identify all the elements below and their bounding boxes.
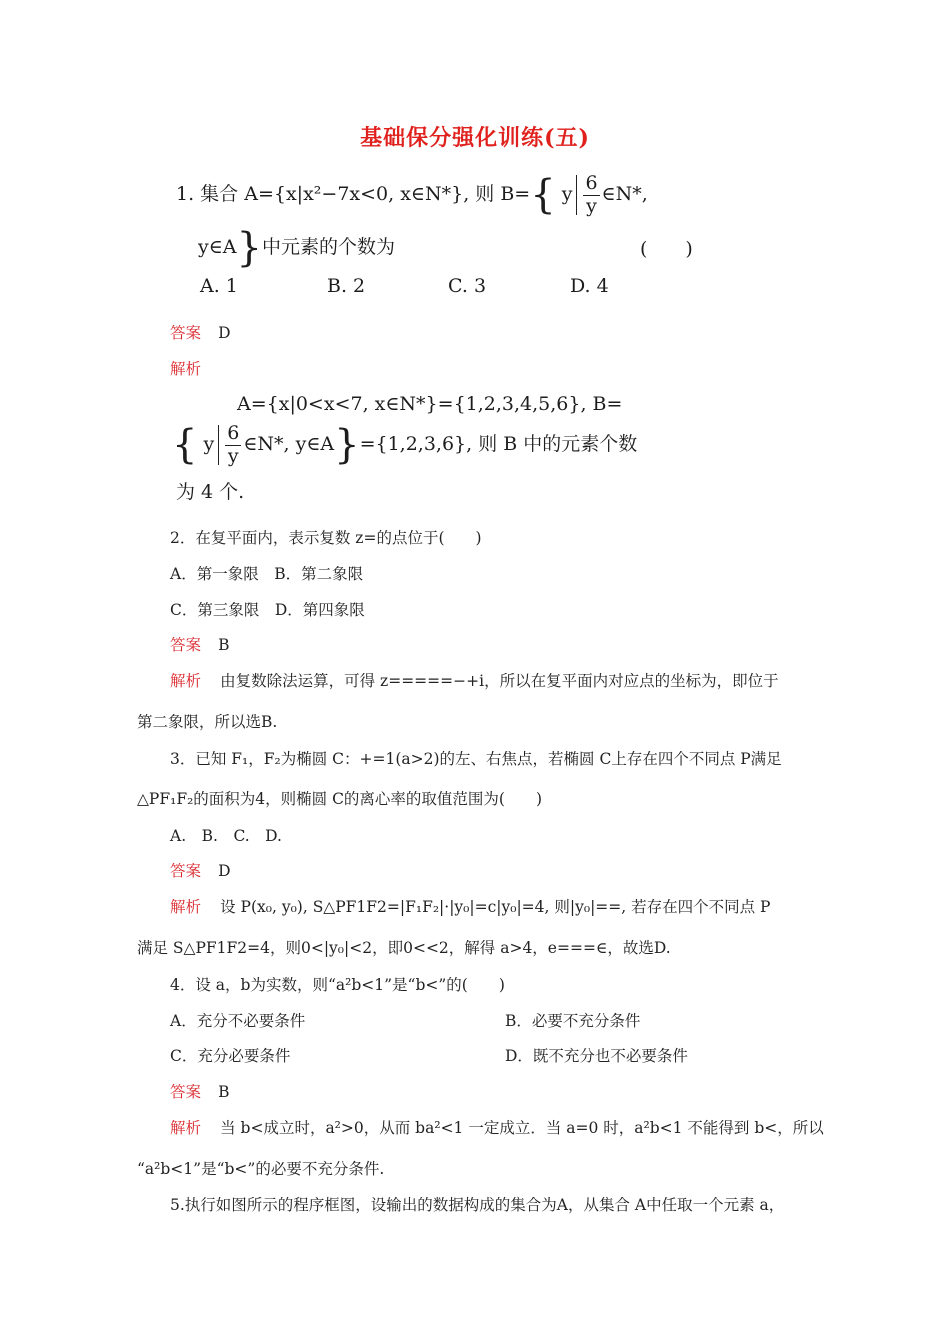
q1-sol-right-brace: } bbox=[334, 422, 360, 468]
q1-frac-num: 6 bbox=[585, 172, 598, 194]
q1-option-a: A. 1 bbox=[200, 275, 238, 297]
q3-analysis-line1: 设 P(x₀, y₀), S△PF1F2=|F₁F₂|·|y₀|=c|y₀|=4, 则|y₀|==, 若存在四个不同点 P bbox=[220, 898, 771, 916]
q2-answer: B bbox=[218, 636, 230, 654]
q1-rest: 中元素的个数为 bbox=[261, 236, 395, 258]
q4-analysis-label: 解析 bbox=[170, 1119, 202, 1137]
q1-option-b: B. 2 bbox=[327, 275, 366, 297]
q4-analysis-row bbox=[170, 1116, 824, 1138]
q1-frac-den: y bbox=[586, 195, 597, 217]
q2-options-row1: A．第一象限 B．第二象限 bbox=[170, 565, 364, 583]
q3-analysis-row bbox=[170, 895, 771, 917]
q1-answer-label: 答案 bbox=[170, 324, 202, 342]
q2-analysis-row bbox=[170, 669, 779, 691]
q4-analysis-line2: “a²b<1”是“b<”的必要不充分条件. bbox=[137, 1160, 385, 1178]
q1-brace-var: y bbox=[561, 183, 573, 205]
q1-answer-row bbox=[170, 321, 231, 343]
q3-answer-label: 答案 bbox=[170, 862, 202, 880]
q4-stem: 4．设 a，b为实数，则“a²b<1”是“b<”的( ) bbox=[170, 976, 505, 994]
q1-bar bbox=[576, 175, 577, 215]
q4-analysis-line1: 当 b<成立时，a²>0，从而 ba²<1 一定成立．当 a=0 时，a²b<1 不能得到 b<，所以 bbox=[220, 1119, 824, 1137]
q4-option-a: A．充分不必要条件 bbox=[170, 1012, 306, 1030]
q1-option-d: D. 4 bbox=[570, 275, 609, 297]
q1-option-c: C. 3 bbox=[448, 275, 487, 297]
q1-solution-line2 bbox=[172, 424, 637, 466]
q1-fraction bbox=[583, 174, 599, 216]
q1-left-brace: { bbox=[530, 172, 556, 218]
q4-answer-label: 答案 bbox=[170, 1083, 202, 1101]
q3-stem-line2: △PF₁F₂的面积为4，则椭圆 C的离心率的取值范围为( ) bbox=[137, 790, 543, 808]
q1-sol-left-brace: { bbox=[172, 422, 198, 468]
q1-sol-tail: ∈N*, y∈A bbox=[243, 433, 335, 455]
q1-sol-end: ={1,2,3,6}, 则 B 中的元素个数 bbox=[359, 433, 638, 455]
q3-stem-line1: 3．已知 F₁，F₂为椭圆 C：+=1(a>2)的左、右焦点，若椭圆 C上存在四个不同点 P满足 bbox=[170, 750, 782, 768]
q4-answer-row bbox=[170, 1080, 230, 1102]
q1-solution-line3: 为 4 个. bbox=[176, 481, 245, 503]
q3-answer-row bbox=[170, 859, 231, 881]
q1-solution-line1: A={x|0<x<7, x∈N*}={1,2,3,4,5,6}, B= bbox=[237, 393, 623, 415]
q2-stem: 2．在复平面内，表示复数 z=的点位于( ) bbox=[170, 529, 482, 547]
q1-sol-fraction bbox=[225, 424, 241, 466]
q3-answer: D bbox=[218, 862, 231, 880]
q1-answer: D bbox=[218, 324, 231, 342]
q1-stem-line2 bbox=[198, 225, 395, 271]
q2-analysis-line1: 由复数除法运算，可得 z=====−+i，所以在复平面内对应点的坐标为，即位于 bbox=[220, 672, 779, 690]
q2-answer-row bbox=[170, 633, 230, 655]
q1-cond: y∈A bbox=[198, 236, 237, 258]
q2-analysis-label: 解析 bbox=[170, 672, 202, 690]
q3-analysis-label: 解析 bbox=[170, 898, 202, 916]
q1-set-a: A={x|x²−7x<0, x∈N*} bbox=[244, 183, 464, 205]
q1-analysis-label: 解析 bbox=[170, 360, 202, 378]
q4-option-c: C．充分必要条件 bbox=[170, 1047, 291, 1065]
q2-options-row2: C．第三象限 D．第四象限 bbox=[170, 601, 365, 619]
q1-prefix: 1. 集合 bbox=[176, 183, 245, 205]
q4-answer: B bbox=[218, 1083, 230, 1101]
q5-stem: 5.执行如图所示的程序框图，设输出的数据构成的集合为A，从集合 A中任取一个元素 a， bbox=[170, 1196, 785, 1214]
q2-answer-label: 答案 bbox=[170, 636, 202, 654]
q1-tail: ∈N*, bbox=[601, 183, 648, 205]
q1-sol-frac-num: 6 bbox=[227, 422, 240, 444]
q4-option-b: B．必要不充分条件 bbox=[505, 1012, 641, 1030]
page-title: 基础保分强化训练(五) bbox=[360, 125, 590, 151]
q1-mid: , 则 B= bbox=[463, 183, 531, 205]
q3-options: A. B. C. D. bbox=[170, 827, 282, 845]
q1-paren: ( ) bbox=[640, 238, 693, 260]
q1-sol-var: y bbox=[203, 433, 215, 455]
q1-sol-frac-den: y bbox=[227, 445, 239, 467]
q3-analysis-line2: 满足 S△PF1F2=4，则0<|y₀|<2，即0<<2，解得 a>4，e===∈，故选D. bbox=[137, 939, 671, 957]
q2-analysis-line2: 第二象限，所以选B. bbox=[137, 713, 278, 731]
q4-option-d: D．既不充分也不必要条件 bbox=[505, 1047, 688, 1065]
q1-stem-line1 bbox=[176, 174, 648, 216]
q1-right-brace: } bbox=[236, 225, 262, 271]
q1-sol-bar bbox=[218, 425, 219, 465]
